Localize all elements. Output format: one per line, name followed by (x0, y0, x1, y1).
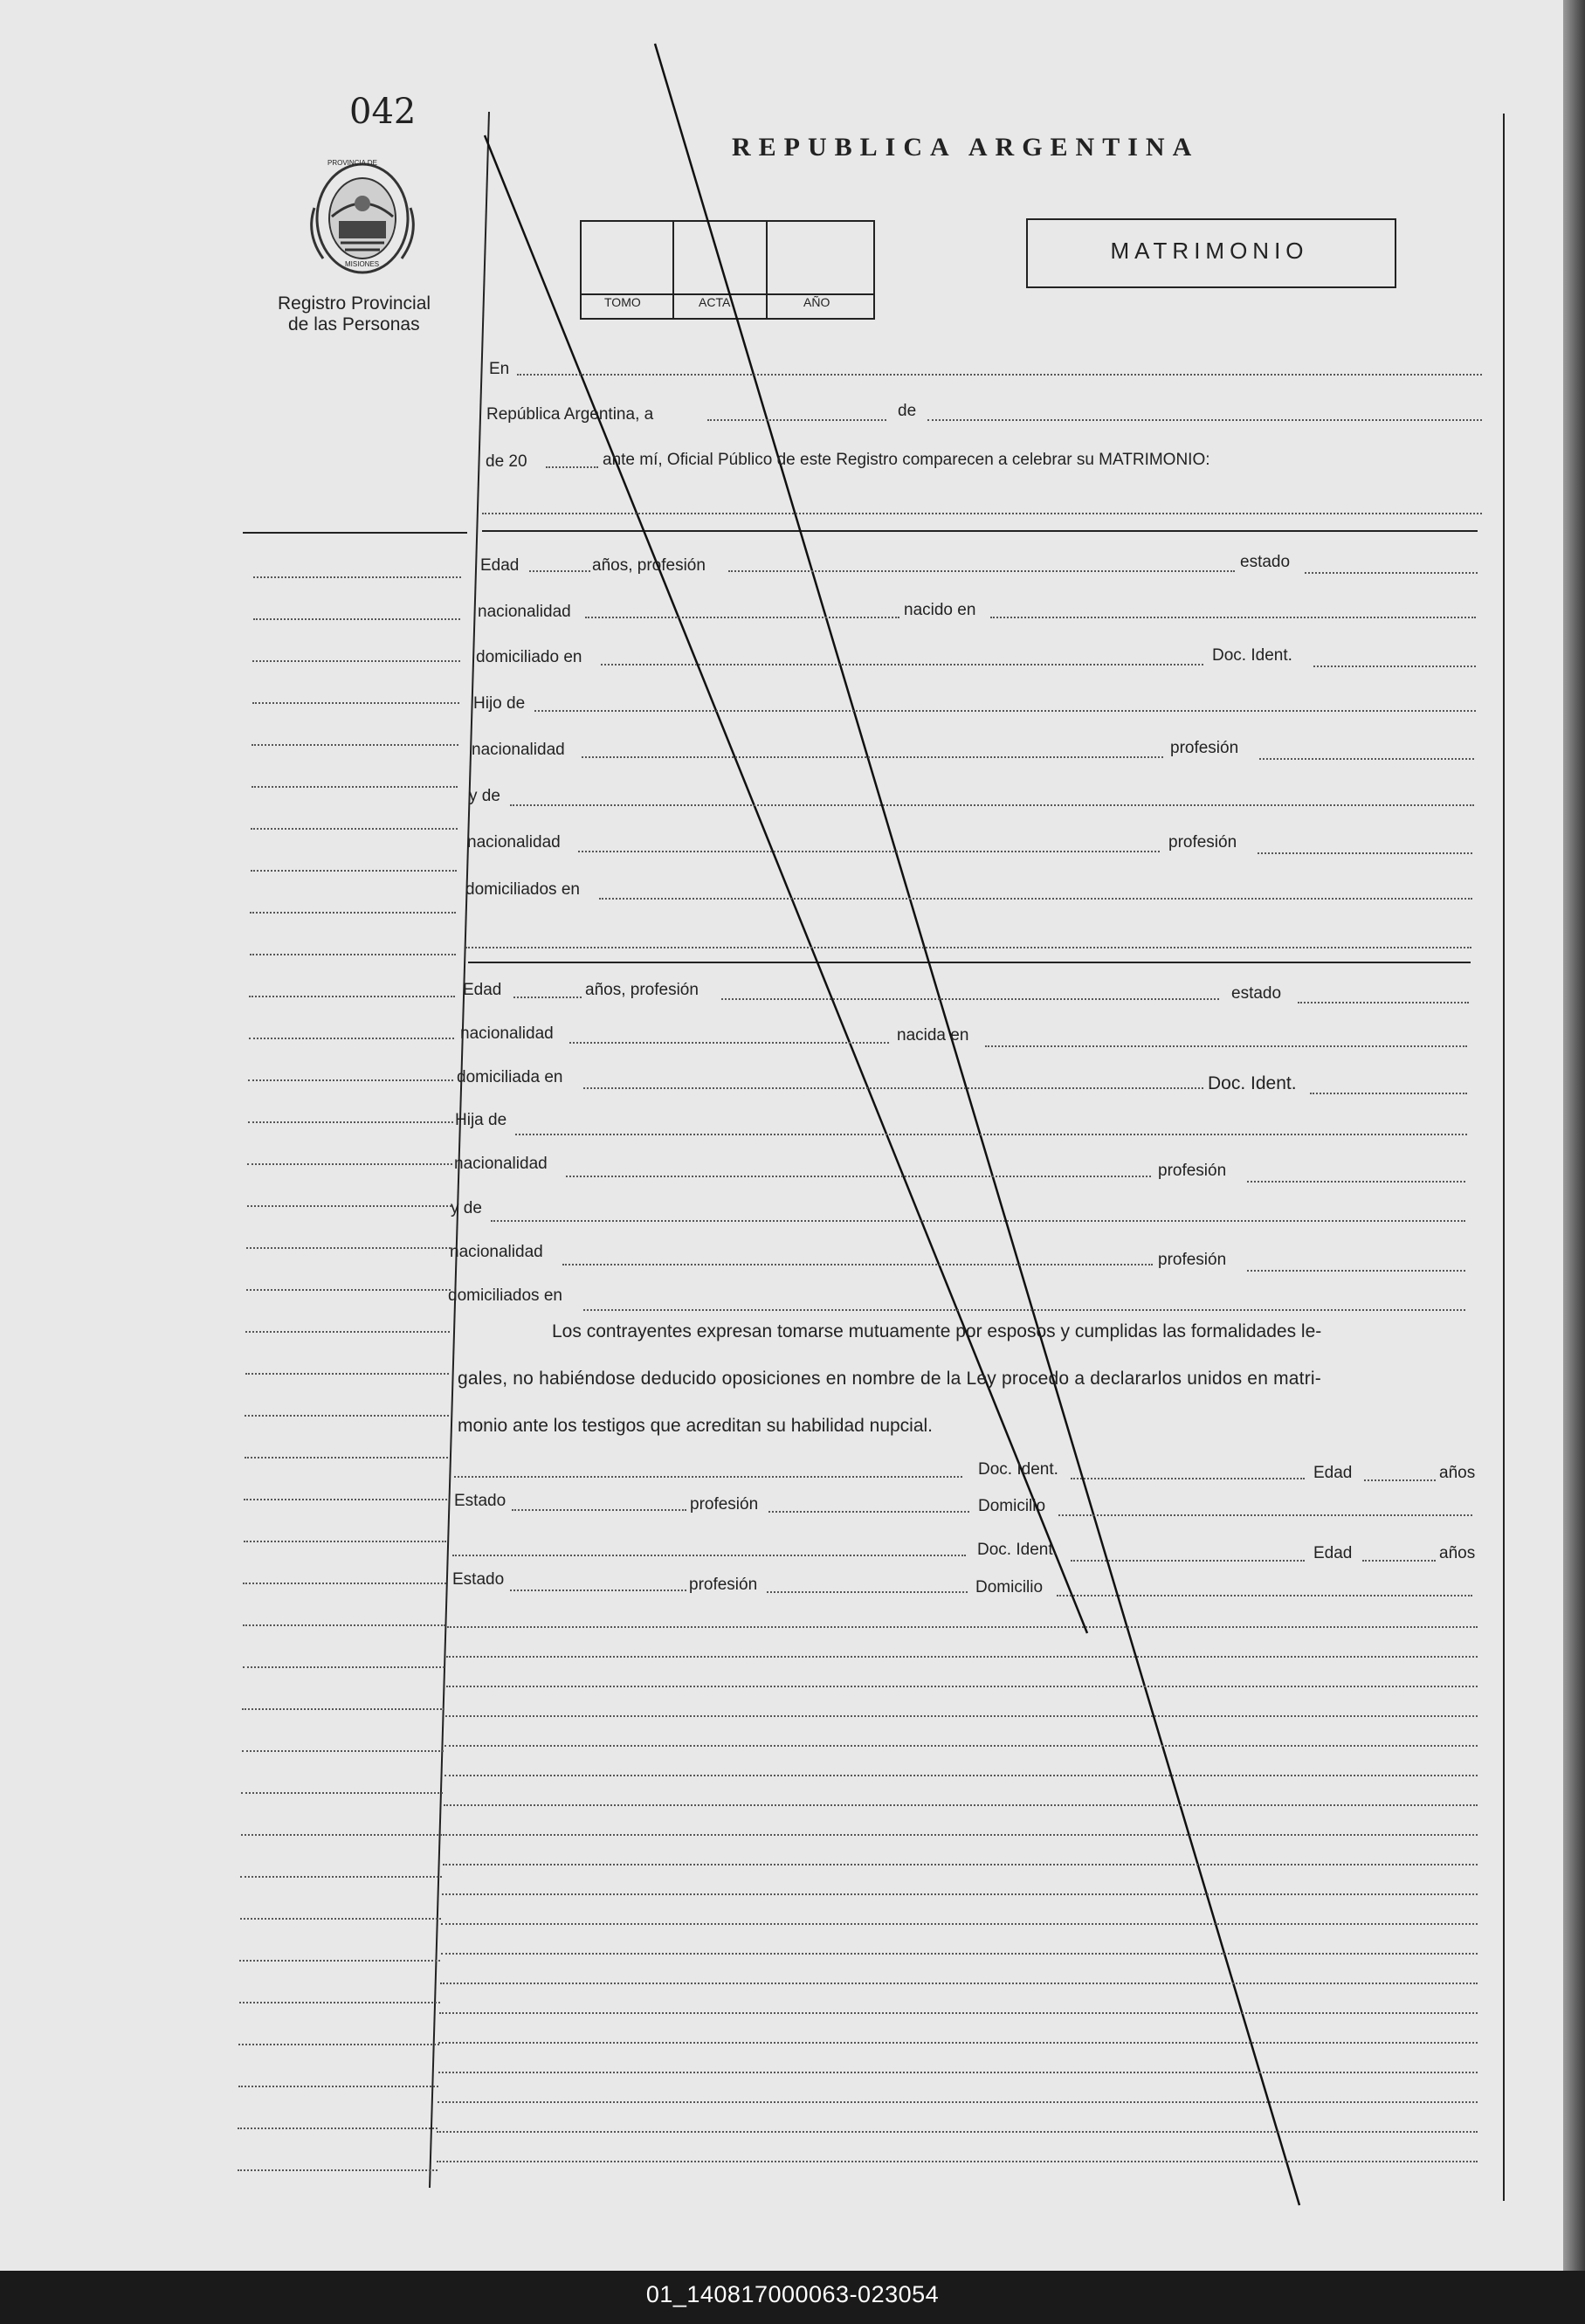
margin-line[interactable] (252, 702, 459, 704)
notes-line[interactable] (438, 2042, 1478, 2044)
groom-father-profesion-field[interactable] (1259, 758, 1474, 760)
image-code: 01_140817000063-023054 (645, 2281, 940, 2307)
margin-line[interactable] (249, 996, 455, 997)
groom-nacido-en-label: nacido en (904, 601, 976, 619)
registry-name-line1: Registro Provincial (278, 293, 431, 314)
groom-edad-field[interactable] (529, 570, 590, 572)
witness-2-estado-label: Estado (452, 1570, 505, 1589)
groom-nacido-en-field[interactable] (990, 617, 1476, 618)
groom-father-nacionalidad-label: nacionalidad (472, 741, 565, 759)
margin-line[interactable] (246, 1289, 451, 1291)
notes-line[interactable] (441, 1923, 1478, 1925)
intro-ante-label: ante mí, Oficial Público de este Registro comparecen a celebrar su MATRIMONIO: (603, 451, 1210, 469)
margin-line[interactable] (245, 1457, 448, 1459)
bride-profesion-field[interactable] (721, 998, 1219, 1000)
margin-line[interactable] (240, 1876, 442, 1878)
intro-year-field[interactable] (546, 466, 598, 468)
bride-estado-label: estado (1231, 984, 1282, 1003)
groom-edad-label: Edad (480, 556, 520, 575)
bride-nacida-en-field[interactable] (985, 1045, 1467, 1047)
bride-doc-ident-field[interactable] (1310, 1093, 1467, 1094)
witness-2-profesion-field[interactable] (767, 1591, 968, 1593)
groom-domiciliado-field[interactable] (601, 664, 1203, 665)
bride-father-profesion-field[interactable] (1247, 1181, 1465, 1183)
groom-domiciliados-field[interactable] (599, 898, 1472, 900)
margin-line[interactable] (247, 1205, 451, 1207)
notes-line[interactable] (437, 2161, 1478, 2162)
groom-hijo-de-field[interactable] (534, 710, 1476, 712)
bride-anios-profesion-label: años, profesión (585, 981, 699, 999)
witness-2-anios-label: años (1439, 1544, 1476, 1562)
bride-edad-field[interactable] (513, 996, 582, 998)
groom-nacionalidad-field[interactable] (585, 617, 899, 618)
record-box-anio-label: AÑO (803, 295, 830, 309)
notes-line[interactable] (447, 1626, 1478, 1628)
groom-mother-field[interactable] (510, 804, 1474, 806)
margin-line[interactable] (238, 2044, 439, 2045)
intro-blank-line[interactable] (482, 513, 1482, 514)
groom-mother-profesion-label: profesión (1168, 833, 1237, 852)
notes-line[interactable] (446, 1656, 1478, 1658)
margin-line[interactable] (252, 660, 460, 662)
notes-line[interactable] (445, 1715, 1478, 1717)
bride-domiciliados-field[interactable] (583, 1309, 1465, 1311)
witness-1-doc-ident-label: Doc. Ident. (978, 1460, 1058, 1479)
witness-1-domicilio-label: Domicilio (978, 1497, 1046, 1515)
margin-line[interactable] (243, 1624, 445, 1626)
notes-line[interactable] (440, 1983, 1478, 1984)
witness-2-estado-field[interactable] (510, 1590, 686, 1591)
margin-line[interactable] (251, 870, 457, 872)
witness-1-profesion-label: profesión (690, 1495, 759, 1514)
witness-2-profesion-label: profesión (689, 1576, 758, 1594)
bride-y-de-label: y de (451, 1199, 482, 1217)
margin-line[interactable] (242, 1750, 444, 1752)
witness-1-estado-field[interactable] (512, 1509, 686, 1511)
groom-father-profesion-label: profesión (1170, 739, 1239, 757)
margin-line[interactable] (243, 1666, 444, 1668)
registry-name-line2: de las Personas (288, 314, 420, 334)
intro-month-field[interactable] (927, 419, 1482, 421)
notes-line[interactable] (443, 1834, 1478, 1836)
witness-1-edad-label: Edad (1313, 1464, 1353, 1482)
bride-nacionalidad-field[interactable] (569, 1042, 889, 1044)
witness-2-edad-field[interactable] (1362, 1560, 1436, 1562)
notes-line[interactable] (437, 2131, 1478, 2133)
witness-2-domicilio-label: Domicilio (975, 1578, 1044, 1596)
margin-line[interactable] (244, 1541, 446, 1542)
margin-line[interactable] (245, 1331, 450, 1333)
margin-line[interactable] (248, 1121, 453, 1123)
margin-line[interactable] (238, 2127, 438, 2129)
groom-hijo-de-label: Hijo de (473, 694, 526, 713)
seal-bottom-text: MISIONES (345, 260, 380, 268)
witness-1-edad-field[interactable] (1364, 1479, 1436, 1481)
bride-estado-field[interactable] (1298, 1002, 1469, 1003)
margin-line[interactable] (248, 1079, 453, 1081)
notes-line[interactable] (446, 1686, 1478, 1687)
bride-domiciliada-field[interactable] (583, 1087, 1203, 1089)
margin-line[interactable] (251, 828, 458, 830)
bride-nacida-en-label: nacida en (897, 1026, 969, 1045)
bride-mother-profesion-label: profesión (1158, 1251, 1227, 1269)
seal-top-text: PROVINCIA DE (327, 159, 377, 167)
margin-line[interactable] (252, 744, 458, 746)
notes-line[interactable] (438, 2072, 1478, 2073)
groom-y-de-label: y de (469, 787, 500, 805)
bride-domiciliados-label: domiciliados en (448, 1286, 562, 1305)
margin-line[interactable] (249, 1038, 454, 1039)
margin-line[interactable] (253, 618, 460, 620)
form-type-label: MATRIMONIO (1110, 238, 1309, 264)
margin-line[interactable] (238, 2086, 438, 2087)
margin-line[interactable] (241, 1792, 443, 1794)
page-number: 042 (349, 92, 417, 132)
declaration-line-1: Los contrayentes expresan tomarse mutuamente por esposos y cumplidas las formalidades le- (552, 1321, 1322, 1341)
declaration-line-2: gales, no habiéndose deducido oposiciones en nombre de la Ley procedo a declararlos unidos en matri- (458, 1369, 1321, 1389)
bride-domiciliada-label: domiciliada en (457, 1068, 563, 1086)
margin-line[interactable] (241, 1834, 442, 1836)
margin-line[interactable] (253, 576, 461, 578)
witness-2-domicilio-field[interactable] (1057, 1595, 1472, 1596)
margin-line[interactable] (245, 1373, 449, 1375)
declaration-line-3: monio ante los testigos que acreditan su habilidad nupcial. (458, 1416, 934, 1436)
margin-line[interactable] (247, 1163, 452, 1165)
groom-profesion-field[interactable] (728, 570, 1235, 572)
witness-2-doc-ident-field[interactable] (1071, 1560, 1305, 1562)
groom-doc-ident-label: Doc. Ident. (1212, 646, 1292, 665)
bride-mother-profesion-field[interactable] (1247, 1270, 1465, 1272)
notes-line[interactable] (444, 1745, 1478, 1747)
bride-doc-ident-label: Doc. Ident. (1208, 1073, 1297, 1093)
witness-1-profesion-field[interactable] (768, 1511, 969, 1513)
notes-line[interactable] (443, 1864, 1478, 1865)
margin-line[interactable] (242, 1708, 444, 1710)
notes-line[interactable] (444, 1804, 1478, 1806)
groom-anios-profesion-label: años, profesión (592, 556, 706, 575)
record-box-acta-label: ACTA (699, 295, 731, 309)
bride-hija-de-field[interactable] (515, 1134, 1467, 1135)
groom-mother-nacionalidad-field[interactable] (578, 851, 1160, 852)
witness-2-doc-ident-label: Doc. Ident. (977, 1541, 1058, 1559)
intro-day-field[interactable] (707, 419, 886, 421)
witness-2-edad-label: Edad (1313, 1544, 1353, 1562)
groom-mother-nacionalidad-label: nacionalidad (467, 833, 561, 852)
notes-line[interactable] (438, 2101, 1478, 2103)
groom-extra-line[interactable] (465, 947, 1471, 948)
margin-line[interactable] (239, 2002, 440, 2003)
margin-line[interactable] (250, 912, 456, 914)
groom-father-nacionalidad-field[interactable] (582, 756, 1163, 758)
groom-nacionalidad-label: nacionalidad (478, 603, 571, 621)
margin-line[interactable] (240, 1918, 441, 1920)
margin-line[interactable] (238, 2169, 438, 2171)
groom-doc-ident-field[interactable] (1313, 665, 1476, 667)
witness-1-doc-ident-field[interactable] (1071, 1478, 1305, 1479)
bride-mother-nacionalidad-field[interactable] (562, 1264, 1153, 1265)
bride-hija-de-label: Hija de (455, 1111, 507, 1129)
groom-mother-profesion-field[interactable] (1258, 852, 1472, 854)
witness-1-estado-label: Estado (454, 1492, 507, 1510)
bride-father-profesion-label: profesión (1158, 1162, 1227, 1180)
country-title: REPUBLICA ARGENTINA (732, 133, 1200, 162)
record-box-tomo-label: TOMO (604, 295, 641, 309)
bride-mother-field[interactable] (491, 1220, 1465, 1222)
groom-estado-label: estado (1240, 553, 1291, 571)
margin-line[interactable] (250, 954, 456, 955)
notes-line[interactable] (442, 1893, 1478, 1895)
notes-line[interactable] (439, 2012, 1478, 2014)
witness-1-name-field[interactable] (454, 1476, 962, 1478)
bride-father-nacionalidad-field[interactable] (566, 1176, 1151, 1177)
groom-domiciliados-label: domiciliados en (465, 880, 580, 899)
intro-en-label: En (489, 360, 510, 378)
notes-line[interactable] (441, 1953, 1478, 1955)
margin-line[interactable] (244, 1499, 447, 1500)
margin-line[interactable] (245, 1415, 449, 1417)
intro-de-label: de (898, 402, 917, 420)
intro-republica-label: República Argentina, a (486, 405, 654, 424)
bride-mother-nacionalidad-label: nacionalidad (450, 1243, 543, 1261)
intro-en-field[interactable] (517, 374, 1482, 376)
intro-de20-label: de 20 (486, 452, 527, 471)
witness-1-domicilio-field[interactable] (1058, 1514, 1472, 1516)
witness-1-anios-label: años (1439, 1464, 1476, 1482)
bride-father-nacionalidad-label: nacionalidad (454, 1155, 548, 1173)
bride-nacionalidad-label: nacionalidad (460, 1024, 554, 1043)
margin-line[interactable] (243, 1583, 446, 1584)
margin-line[interactable] (246, 1247, 451, 1249)
margin-line[interactable] (252, 786, 458, 788)
groom-domiciliado-label: domiciliado en (476, 648, 582, 666)
bride-edad-label: Edad (463, 981, 502, 999)
notes-line[interactable] (444, 1775, 1478, 1776)
groom-estado-field[interactable] (1305, 572, 1478, 574)
witness-1-extra-line[interactable] (452, 1555, 966, 1556)
margin-line[interactable] (239, 1960, 440, 1962)
